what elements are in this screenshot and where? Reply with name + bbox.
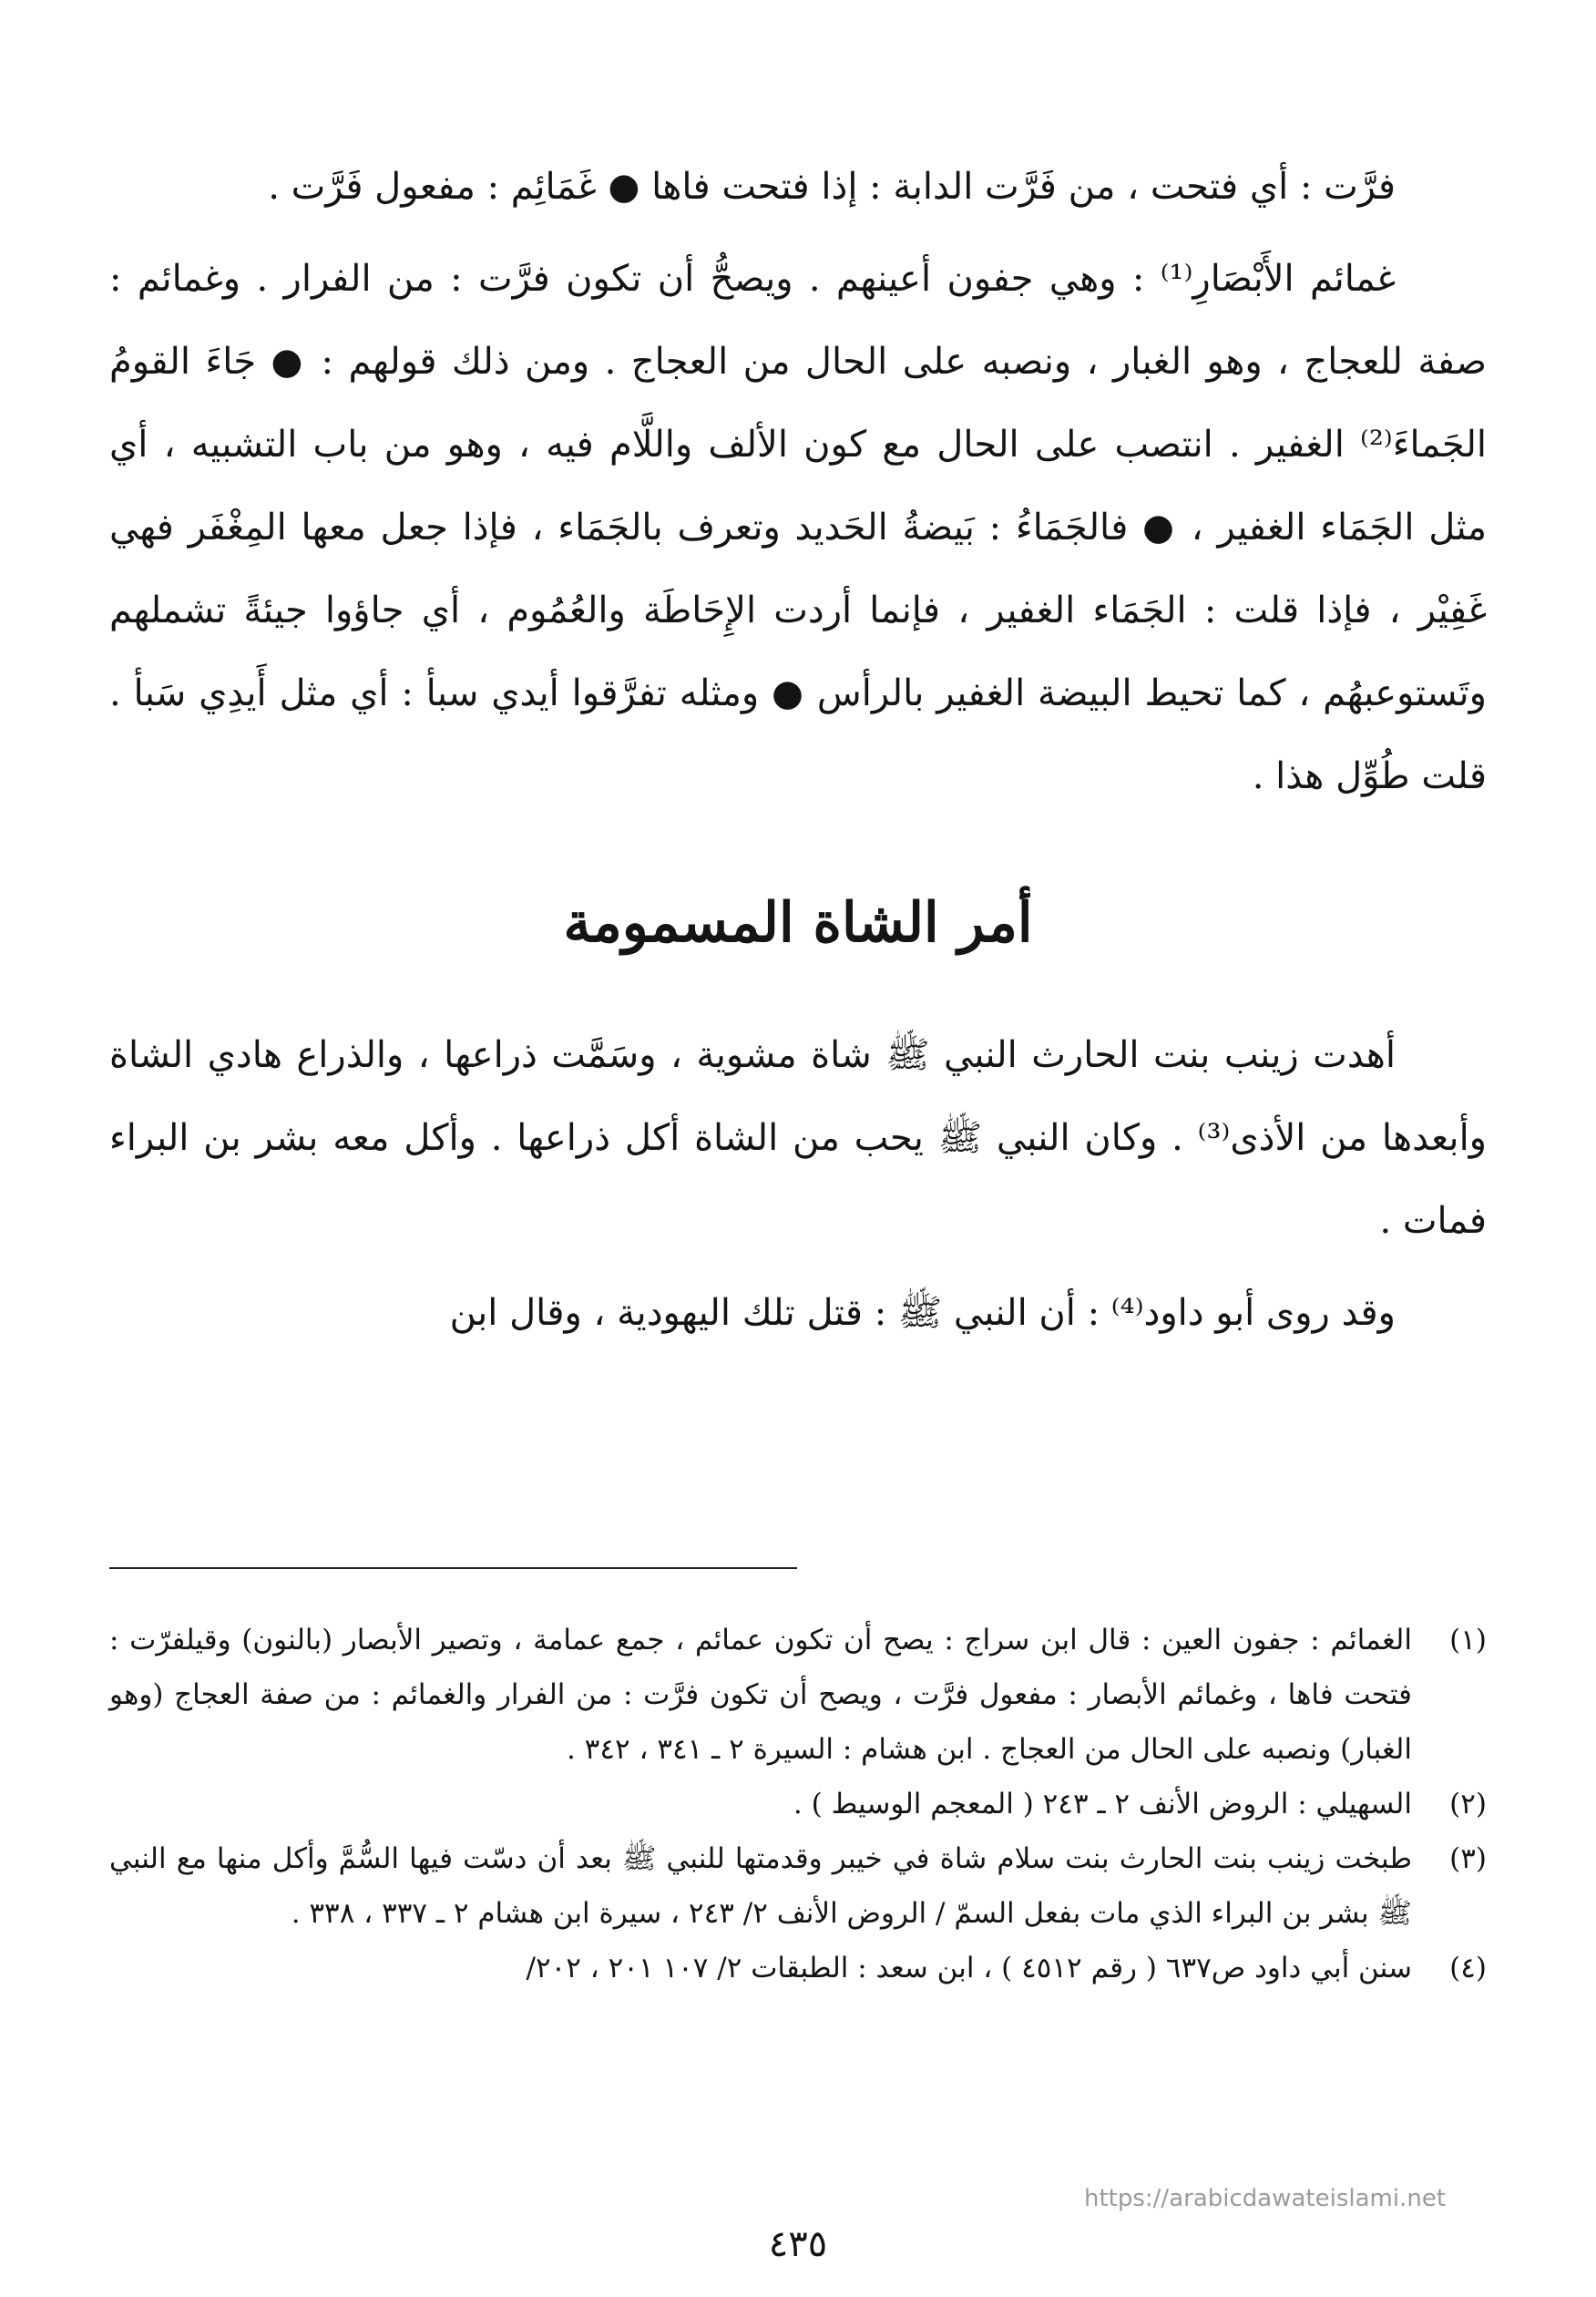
paragraph-2: غمائم الأَبْصَارِ⁽¹⁾ : وهي جفون أعينهم . ويصحُّ أن تكون فرَّت : من الفرار . وغمائم : صفة للعجاج ، وهو الغبار ، ونصبه على الحال من العجاج . ومن ذلك قولهم : ● جَاءَ القومُ الجَماءَ⁽²⁾ الغفير . انتصب على الحال مع كون الألف واللَّام فيه ، وهو من باب التشبيه ، أي مثل الجَمَاء الغفير ، ● فالجَمَاءُ : بَيضةُ الحَديد وتعرف بالجَمَاء ، فإذا جعل معها المِغْفَر فهي غَفِيْر ، فإذا قلت : الجَمَاء الغفير ، فإنما أردت الإِحَاطَة والعُمُوم ، أي جاؤوا جيئةً تشملهم وتَستوعبهُم ، كما تحيط البيضة الغفير بالرأس ● ومثله تفرَّقوا أيدي سبأ : أي مثل أَيدِي سَبأ . قلت طُوِّل هذا . xyxy=(109,258,1487,797)
paragraph-3: أهدت زينب بنت الحارث النبي ﷺ شاة مشوية ، وسَمَّت ذراعها ، والذراع هادي الشاة وأبعدها من الأذى⁽³⁾ . وكان النبي ﷺ يحب من الشاة أكل ذراعها . وأكل معه بشر بن البراء فمات . xyxy=(109,1034,1487,1242)
main-text xyxy=(109,146,1487,1355)
footnote-number: (١) xyxy=(1449,1624,1487,1656)
footnote-number: (٤) xyxy=(1449,1952,1487,1984)
footnote-text: سنن أبي داود ص٦٣٧ ( رقم ٤٥١٢ ) ، ابن سعد : الطبقات ٢/ ١٠٧ ٢٠١ ، ٢٠٢/ xyxy=(526,1952,1412,1984)
footnotes xyxy=(109,1613,1487,1995)
watermark-url: https://arabicdawateislami.net xyxy=(1084,2185,1447,2212)
footnote-number: (٢) xyxy=(1449,1788,1487,1820)
paragraph-1: فرَّت : أي فتحت ، من فَرَّت الدابة : إذا فتحت فاها ● غَمَائِم : مفعول فَرَّت . xyxy=(268,166,1396,208)
footnote-3 xyxy=(109,1831,1487,1941)
section-heading: أمر الشاة المسمومة xyxy=(563,891,1033,955)
footnote-text: السهيلي : الروض الأنف ٢ ـ ٢٤٣ ( المعجم الوسيط ) . xyxy=(793,1788,1412,1820)
footnote-number: (٣) xyxy=(1449,1842,1487,1875)
footnote-divider xyxy=(109,1567,797,1569)
footnote-text: الغمائم : جفون العين : قال ابن سراج : يصح أن تكون عمائم ، جمع عمامة ، وتصير الأبصار (بالنون) وقيلفرّت : فتحت فاها ، وغمائم الأبصار : مفعول فرَّت ، ويصح أن تكون فرَّت : من الفرار والغمائم : من صفة العجاج (وهو الغبار) ونصبه على الحال من العجاج . ابن هشام : السيرة ٢ ـ ٣٤١ ، ٣٤٢ . xyxy=(109,1624,1412,1766)
footnote-4 xyxy=(109,1941,1487,1995)
paragraph-4: وقد روى أبو داود⁽⁴⁾ : أن النبي ﷺ : قتل تلك اليهودية ، وقال ابن xyxy=(449,1292,1396,1334)
footnote-2 xyxy=(109,1777,1487,1831)
page-number: ٤٣٥ xyxy=(768,2223,828,2265)
footnote-text: طبخت زينب بنت الحارث بنت سلام شاة في خيبر وقدمتها للنبي ﷺ بعد أن دسّت فيها السُّمَّ وأكل منها مع النبي ﷺ بشر بن البراء الذي مات بفعل السمّ / الروض الأنف ٢/ ٢٤٣ ، سيرة ابن هشام ٢ ـ ٣٣٧ ، ٣٣٨ . xyxy=(109,1842,1412,1930)
footnote-1 xyxy=(109,1613,1487,1777)
